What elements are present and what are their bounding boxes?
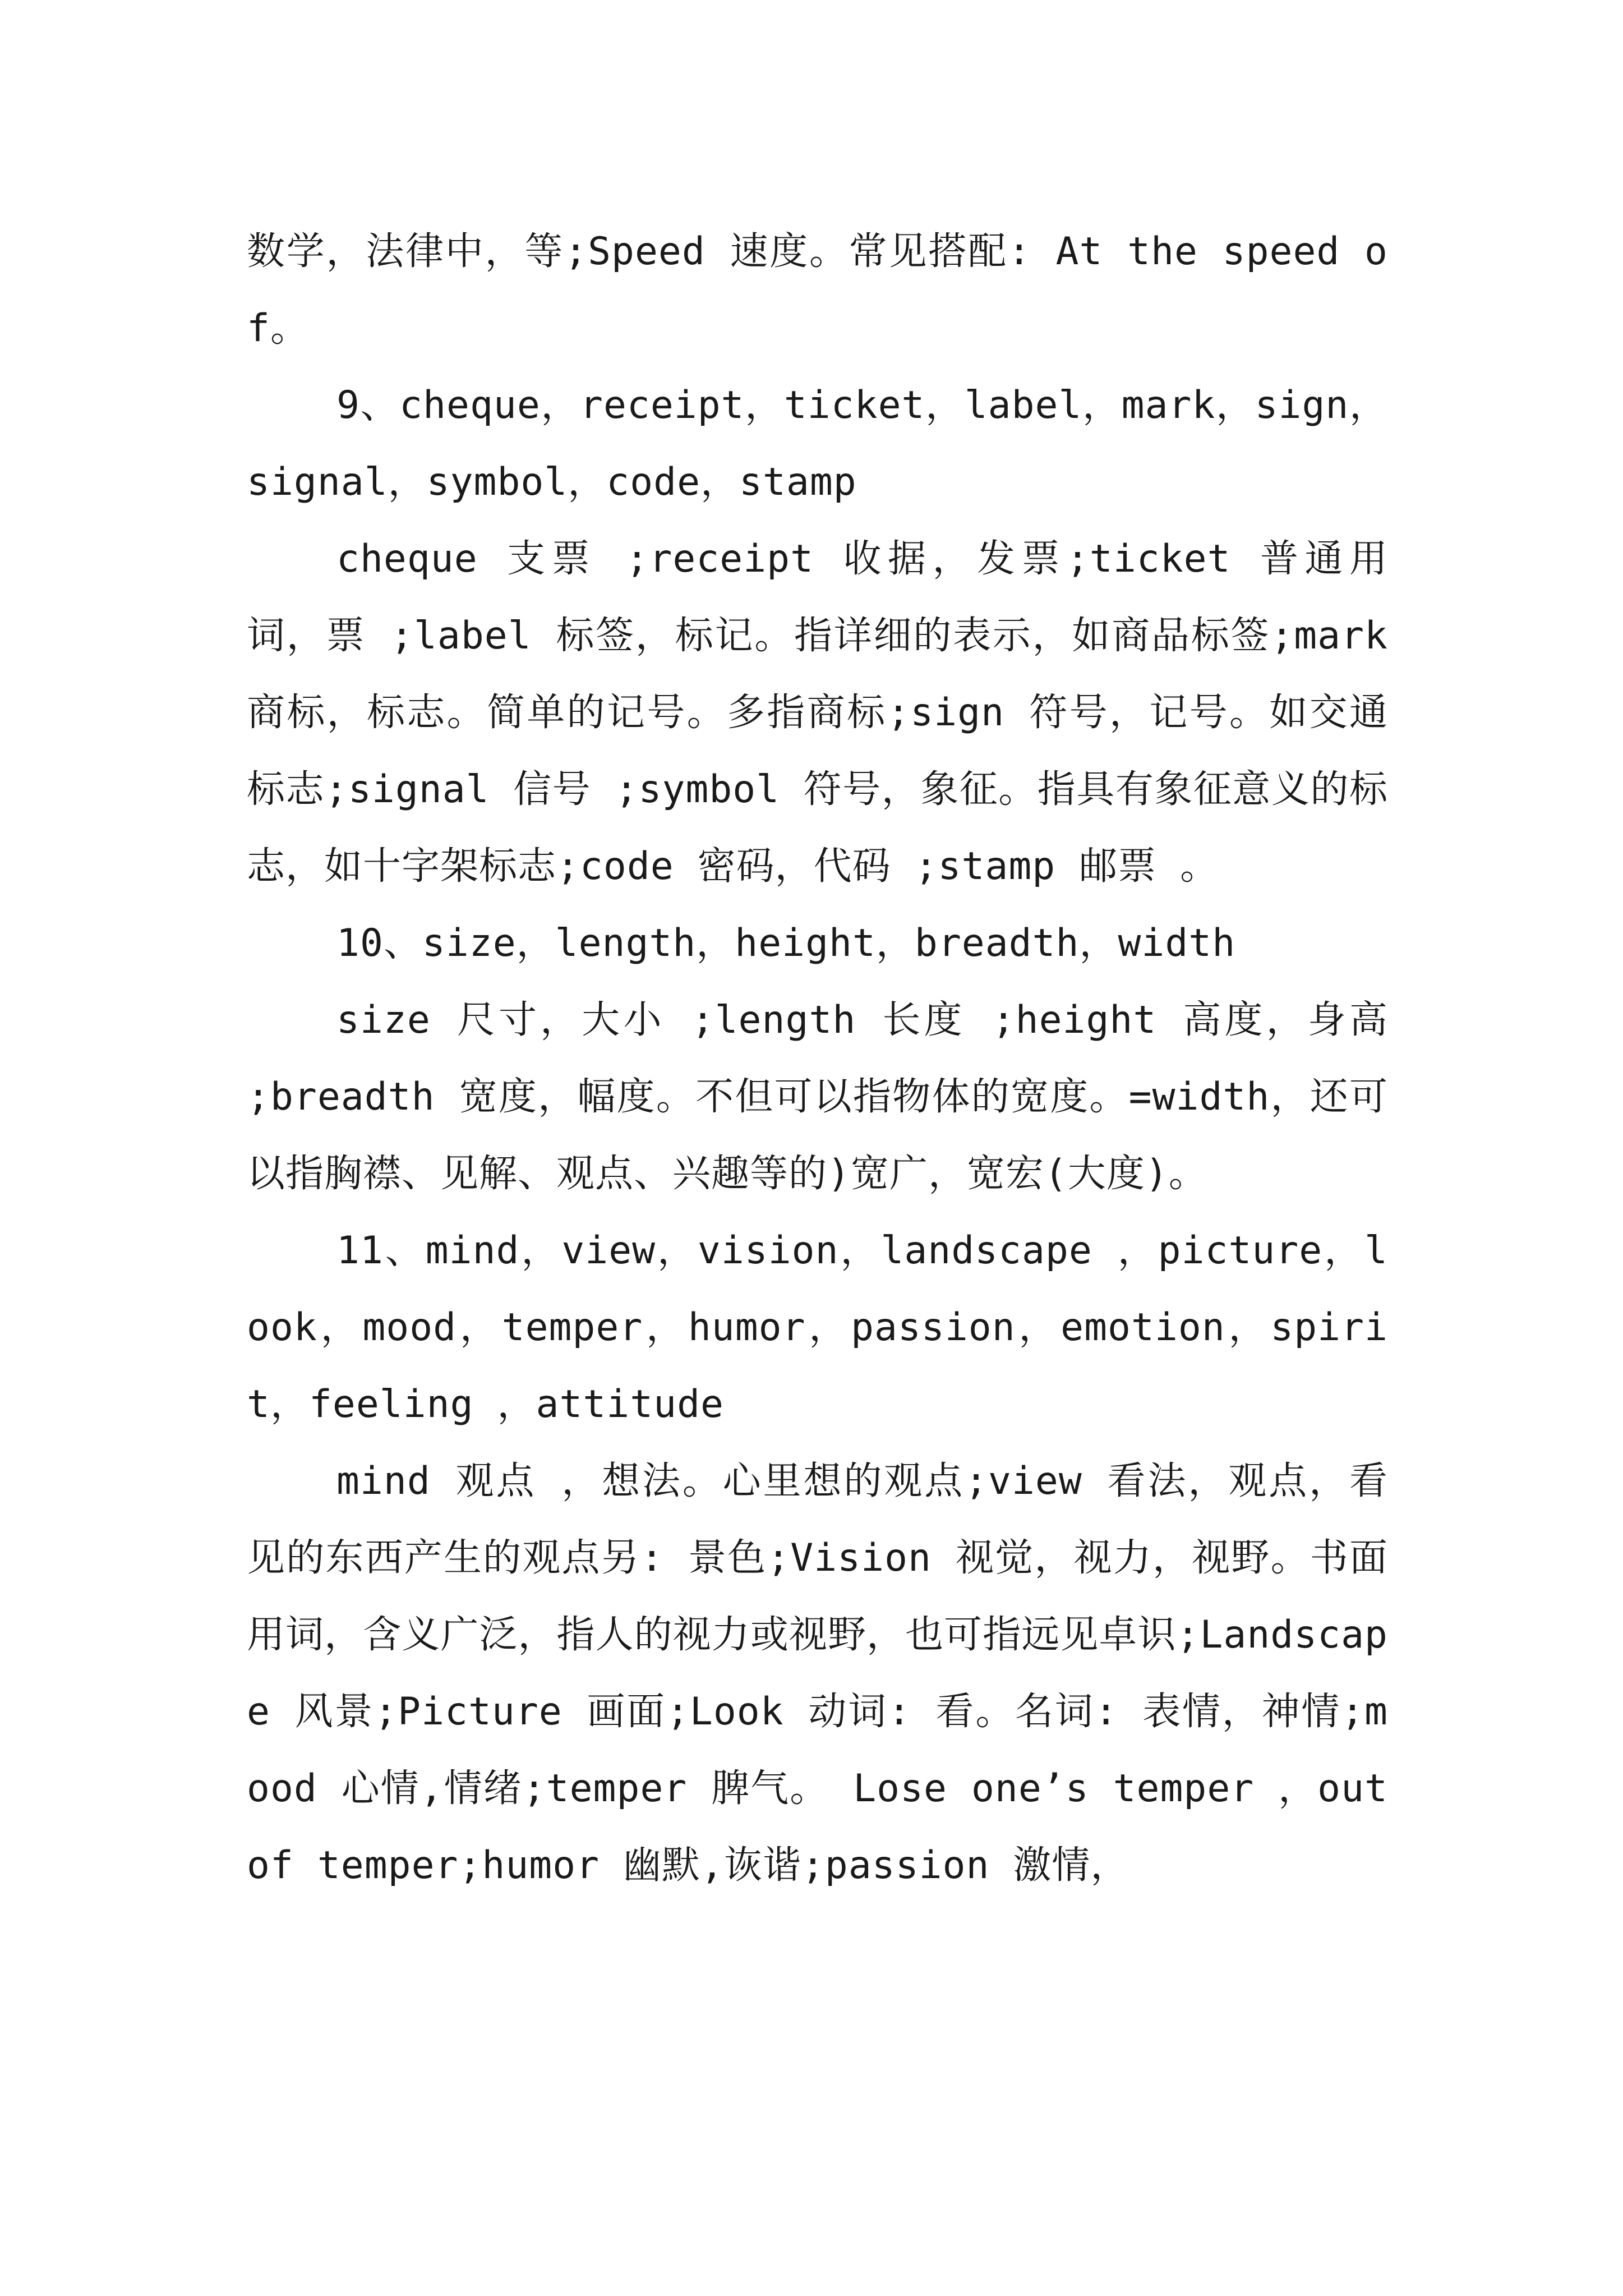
paragraph-item-11-definitions: mind 观点 ，想法。心里想的观点;view 看法，观点，看见的东西产生的观点另: 景色;Vision 视觉，视力，视野。书面用词，含义广泛，指人的视力或视野，也可指远见卓识;Landscape 风景;Picture 画面;Look 动词: 看。名词: 表情，神情;mood 心情,情绪;temper 脾气。 Lose one’s temper ，out of temper;humor 幽默,诙谐;passion 激情，: [247, 1459, 1388, 1888]
heading-item-9: 9、cheque，receipt，ticket，label，mark，sign，signal，symbol，code，stamp: [247, 383, 1388, 504]
heading-item-10: 10、size，length，height，breadth，width: [336, 921, 1236, 965]
paragraph-speed: 数学，法律中，等;Speed 速度。常见搭配: At the speed of。: [247, 229, 1388, 351]
document-body: [247, 213, 1388, 1904]
heading-item-11: 11、mind，view，vision，landscape ，picture，look，mood，temper，humor，passion，emotion，spirit，feeling ，attitude: [247, 1228, 1388, 1427]
paragraph-item-10-definitions: size 尺寸，大小 ;length 长度 ;height 高度，身高 ;breadth 宽度，幅度。不但可以指物体的宽度。=width，还可以指胸襟、见解、观点、兴趣等的)宽广，宽宏(大度)。: [247, 998, 1388, 1196]
paragraph-item-9-definitions: cheque 支票 ;receipt 收据，发票;ticket 普通用词，票 ;label 标签，标记。指详细的表示，如商品标签;mark 商标，标志。简单的记号。多指商标;sign 符号，记号。如交通标志;signal 信号 ;symbol 符号，象征。指具有象征意义的标志，如十字架标志;code 密码，代码 ;stamp 邮票 。: [247, 537, 1388, 889]
